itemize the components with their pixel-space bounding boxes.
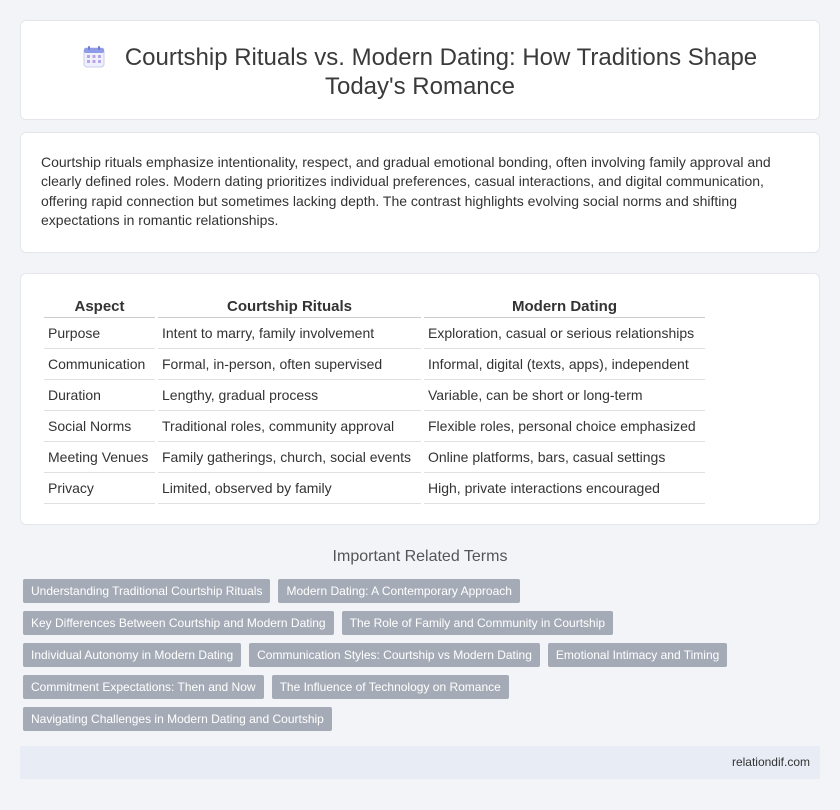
table-cell: Communication (44, 349, 155, 380)
related-term-tag[interactable]: Key Differences Between Courtship and Modern Dating (23, 611, 334, 635)
table-cell: Meeting Venues (44, 442, 155, 473)
related-term-tag[interactable]: Navigating Challenges in Modern Dating and Courtship (23, 707, 332, 731)
table-cell: Informal, digital (texts, apps), independent (424, 349, 705, 380)
table-row (44, 442, 705, 473)
related-term-tag[interactable]: Emotional Intimacy and Timing (548, 643, 727, 667)
summary-card (20, 132, 820, 253)
calendar-icon (83, 46, 105, 68)
table-cell: Family gatherings, church, social events (158, 442, 421, 473)
related-term-tag[interactable]: The Influence of Technology on Romance (272, 675, 509, 699)
table-cell: Variable, can be short or long-term (424, 380, 705, 411)
related-term-tag[interactable]: Commitment Expectations: Then and Now (23, 675, 264, 699)
footer-site-link[interactable]: relationdif.com (731, 755, 810, 769)
table-cell: Formal, in-person, often supervised (158, 349, 421, 380)
related-terms-list (23, 579, 823, 739)
header-card (20, 20, 820, 120)
comparison-table (41, 296, 708, 504)
related-terms-heading: Important Related Terms (332, 548, 508, 565)
column-header: Aspect (44, 296, 155, 318)
table-row (44, 349, 705, 380)
related-term-tag[interactable]: Understanding Traditional Courtship Rituals (23, 579, 270, 603)
related-term-tag[interactable]: Communication Styles: Courtship vs Modern Dating (249, 643, 540, 667)
footer (20, 746, 820, 779)
table-cell: Traditional roles, community approval (158, 411, 421, 442)
table-cell: Social Norms (44, 411, 155, 442)
related-term-tag[interactable]: Individual Autonomy in Modern Dating (23, 643, 241, 667)
column-header: Modern Dating (424, 296, 705, 318)
related-term-tag[interactable]: Modern Dating: A Contemporary Approach (278, 579, 519, 603)
table-header-row (44, 296, 705, 318)
table-cell: Lengthy, gradual process (158, 380, 421, 411)
table-cell: Limited, observed by family (158, 473, 421, 504)
table-row (44, 473, 705, 504)
comparison-table-card (20, 273, 820, 525)
table-cell: Intent to marry, family involvement (158, 318, 421, 349)
page-title-wrap (61, 43, 779, 101)
table-row (44, 411, 705, 442)
table-cell: Exploration, casual or serious relationships (424, 318, 705, 349)
table-cell: Flexible roles, personal choice emphasized (424, 411, 705, 442)
table-row (44, 380, 705, 411)
page-title: Courtship Rituals vs. Modern Dating: How Traditions Shape Today's Romance (124, 44, 758, 100)
table-row (44, 318, 705, 349)
table-cell: Purpose (44, 318, 155, 349)
summary-text: Courtship rituals emphasize intentionality, respect, and gradual emotional bonding, often involving family approval and clearly defined roles. Modern dating prioritizes individual preferences, casual interactions, and digital communication, offering rapid connection but sometimes lacking depth. The contrast highlights evolving social norms and shifting expectations in romantic relationships. (41, 154, 771, 228)
table-cell: Duration (44, 380, 155, 411)
table-cell: Privacy (44, 473, 155, 504)
related-term-tag[interactable]: The Role of Family and Community in Courtship (342, 611, 613, 635)
table-cell: High, private interactions encouraged (424, 473, 705, 504)
column-header: Courtship Rituals (158, 296, 421, 318)
table-cell: Online platforms, bars, casual settings (424, 442, 705, 473)
